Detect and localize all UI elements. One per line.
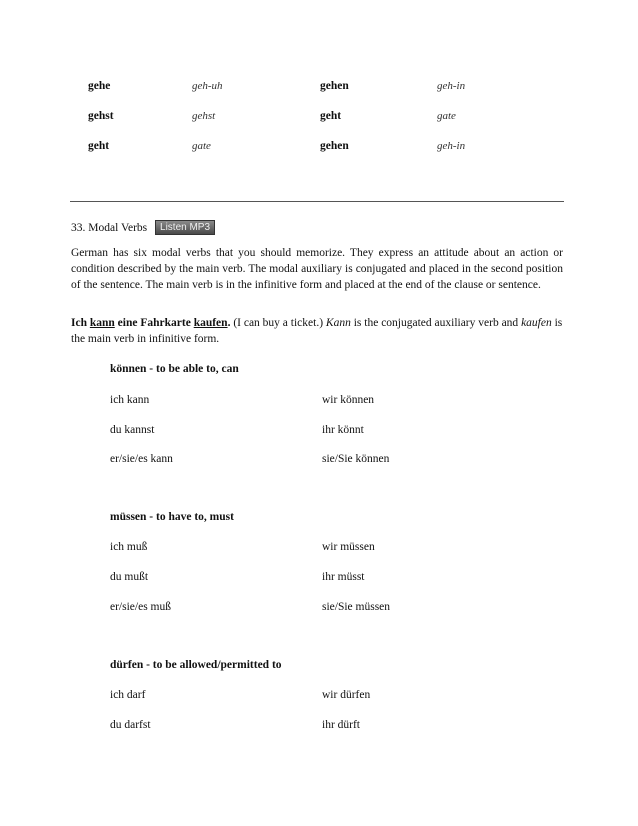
conjugation-singular: du darfst (110, 719, 151, 731)
conjugation-singular: ich kann (110, 394, 150, 406)
verb-heading: müssen - to have to, must (110, 511, 234, 523)
pronunciation: geh-in (437, 140, 466, 152)
conjugation-singular: du mußt (110, 571, 149, 583)
conjugation-singular: du kannst (110, 424, 155, 436)
pronunciation: geh-uh (192, 80, 223, 92)
conjugation-plural: sie/Sie können (322, 453, 390, 465)
example-main-verb: kaufen (193, 317, 228, 329)
pronunciation-row (0, 140, 638, 160)
pronunciation: gehst (192, 110, 216, 122)
intro-paragraph: German has six modal verbs that you should memorize. They express an attitude about an action or condition described by the main verb. The modal auxiliary is conjugated and placed in the second position of the sentence. The main verb is in the infinitive form and placed at the end of the clause or sentence. (71, 247, 563, 291)
german-form: gehen (320, 140, 349, 152)
conjugation-plural: wir dürfen (322, 689, 371, 701)
example-explanation: is the conjugated auxiliary verb and (350, 317, 522, 329)
german-form: gehe (88, 80, 111, 92)
example-term: Kann (325, 317, 351, 329)
pronunciation-row (0, 110, 638, 130)
pronunciation: gate (437, 110, 456, 122)
conjugation-plural: sie/Sie müssen (322, 601, 391, 613)
example-translation: (I can buy a ticket.) (230, 317, 326, 329)
example-explanation: is the main verb in infinitive form. (71, 317, 563, 345)
german-form: gehen (320, 80, 349, 92)
pronunciation: gate (192, 140, 211, 152)
german-form: gehst (88, 110, 114, 122)
conjugation-plural: ihr könnt (322, 424, 364, 436)
conjugation-singular: er/sie/es muß (110, 601, 171, 613)
pronunciation: geh-in (437, 80, 466, 92)
example-paragraph (71, 315, 563, 347)
conjugation-plural: wir können (322, 394, 375, 406)
listen-mp3-button[interactable]: Listen MP3 (155, 220, 215, 235)
conjugation-plural: ihr dürft (322, 719, 361, 731)
pronunciation-row (0, 80, 638, 100)
verb-heading: können - to be able to, can (110, 363, 239, 375)
conjugation-singular: er/sie/es kann (110, 453, 173, 465)
example-modal: kann (89, 317, 115, 329)
section-divider (70, 201, 564, 202)
example-word: eine Fahrkarte (114, 317, 194, 329)
example-term: kaufen (521, 317, 552, 329)
conjugation-singular: ich darf (110, 689, 146, 701)
german-form: geht (88, 140, 110, 152)
section-title: 33. Modal Verbs (71, 222, 148, 234)
conjugation-plural: wir müssen (322, 541, 375, 553)
verb-heading: dürfen - to be allowed/permitted to (110, 659, 282, 671)
example-word: Ich (71, 317, 90, 329)
conjugation-plural: ihr müsst (322, 571, 365, 583)
conjugation-singular: ich muß (110, 541, 148, 553)
example-period: . (227, 317, 231, 329)
section-heading (71, 220, 215, 235)
german-form: geht (320, 110, 342, 122)
